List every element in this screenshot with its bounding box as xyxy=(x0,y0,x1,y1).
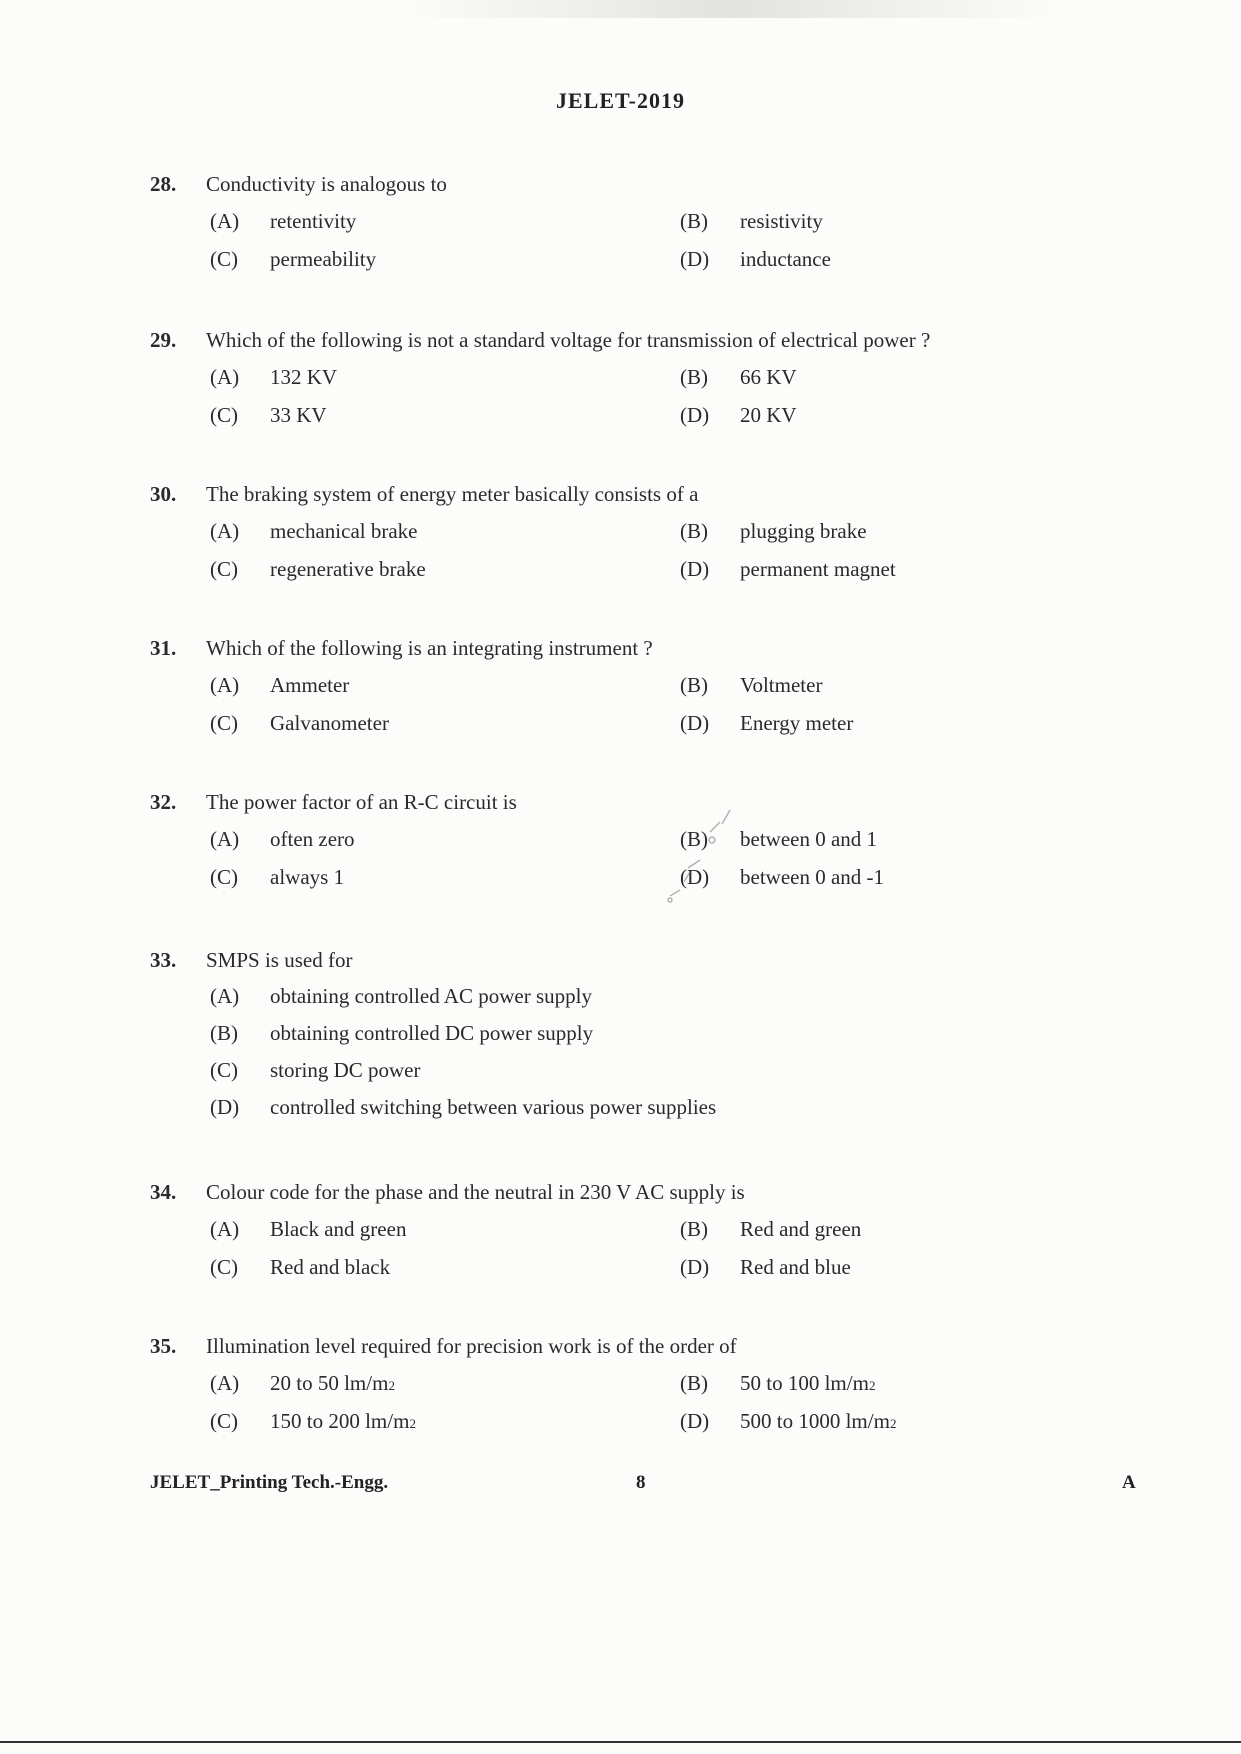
option-b: (B) 50 to 100 lm/m 2 xyxy=(680,1370,876,1395)
question-text: The braking system of energy meter basically consists of a xyxy=(206,482,699,506)
stamp-mark xyxy=(640,800,750,920)
question-text: Which of the following is an integrating instrument ? xyxy=(206,636,653,660)
question-number: 30. xyxy=(150,482,177,506)
option-a: (A) mechanical brake xyxy=(210,518,418,543)
option-a: (A) often zero xyxy=(210,826,355,851)
option-a: (A) Ammeter xyxy=(210,672,350,697)
option-d: (D) 500 to 1000 lm/m 2 xyxy=(680,1408,897,1433)
question-34 xyxy=(150,1180,1150,1286)
option-c: (C) permeability xyxy=(210,246,377,271)
question-number: 28. xyxy=(150,172,177,196)
question-35 xyxy=(150,1334,1150,1440)
option-c: (C) regenerative brake xyxy=(210,556,426,581)
scan-noise xyxy=(400,0,1060,18)
option-a: (A) 132 KV xyxy=(210,364,338,389)
question-33 xyxy=(150,948,1150,1126)
question-set: A xyxy=(1122,1472,1136,1493)
option-d: (D) Red and blue xyxy=(680,1254,851,1279)
question-number: 34. xyxy=(150,1180,177,1204)
option-c: (C) 150 to 200 lm/m 2 xyxy=(210,1408,416,1433)
question-text: SMPS is used for xyxy=(206,948,353,972)
question-28 xyxy=(150,172,1150,278)
option-c: (C) always 1 xyxy=(210,864,345,889)
option-c: (C) Galvanometer xyxy=(210,710,389,735)
question-30 xyxy=(150,482,1150,588)
option-d: (D) 20 KV xyxy=(680,402,797,427)
page-title: JELET-2019 xyxy=(555,88,685,113)
option-b: (B) between 0 and 1 xyxy=(680,826,878,851)
question-29 xyxy=(150,328,1150,434)
option-b: (B) plugging brake xyxy=(680,518,867,543)
question-number: 33. xyxy=(150,948,177,972)
option-a: (A) Black and green xyxy=(210,1216,407,1241)
page-number: 8 xyxy=(636,1472,646,1493)
option-c: (C) 33 KV xyxy=(210,402,327,427)
question-number: 31. xyxy=(150,636,177,660)
option-b: (B) obtaining controlled DC power supply xyxy=(210,1021,594,1045)
question-text: Conductivity is analogous to xyxy=(206,172,447,196)
question-text: Which of the following is not a standard voltage for transmission of electrical power ? xyxy=(206,328,931,352)
question-text: Colour code for the phase and the neutral in 230 V AC supply is xyxy=(206,1180,745,1204)
option-c: (C) Red and black xyxy=(210,1254,391,1279)
option-b: (B) Red and green xyxy=(680,1216,862,1241)
question-number: 29. xyxy=(150,328,177,352)
option-d: (D) between 0 and -1 xyxy=(680,864,885,889)
option-b: (B) 66 KV xyxy=(680,364,797,389)
page-bottom-rule xyxy=(0,1741,1241,1743)
option-a: (A) obtaining controlled AC power supply xyxy=(210,984,592,1008)
option-d: (D) permanent magnet xyxy=(680,556,896,581)
question-31 xyxy=(150,636,1150,742)
option-d: (D) Energy meter xyxy=(680,710,854,735)
question-number: 32. xyxy=(150,790,177,814)
option-b: (B) Voltmeter xyxy=(680,672,823,697)
option-d: (D) controlled switching between various power supplies xyxy=(210,1095,717,1119)
option-d: (D) inductance xyxy=(680,246,831,271)
option-c: (C) storing DC power xyxy=(210,1058,421,1082)
option-a: (A) retentivity xyxy=(210,208,357,233)
question-text: The power factor of an R-C circuit is xyxy=(206,790,517,814)
question-text: Illumination level required for precision work is of the order of xyxy=(206,1334,737,1358)
footer-paper-code: JELET_Printing Tech.-Engg. xyxy=(150,1472,389,1493)
question-number: 35. xyxy=(150,1334,177,1358)
option-b: (B) resistivity xyxy=(680,208,823,233)
option-a: (A) 20 to 50 lm/m 2 xyxy=(210,1370,395,1395)
